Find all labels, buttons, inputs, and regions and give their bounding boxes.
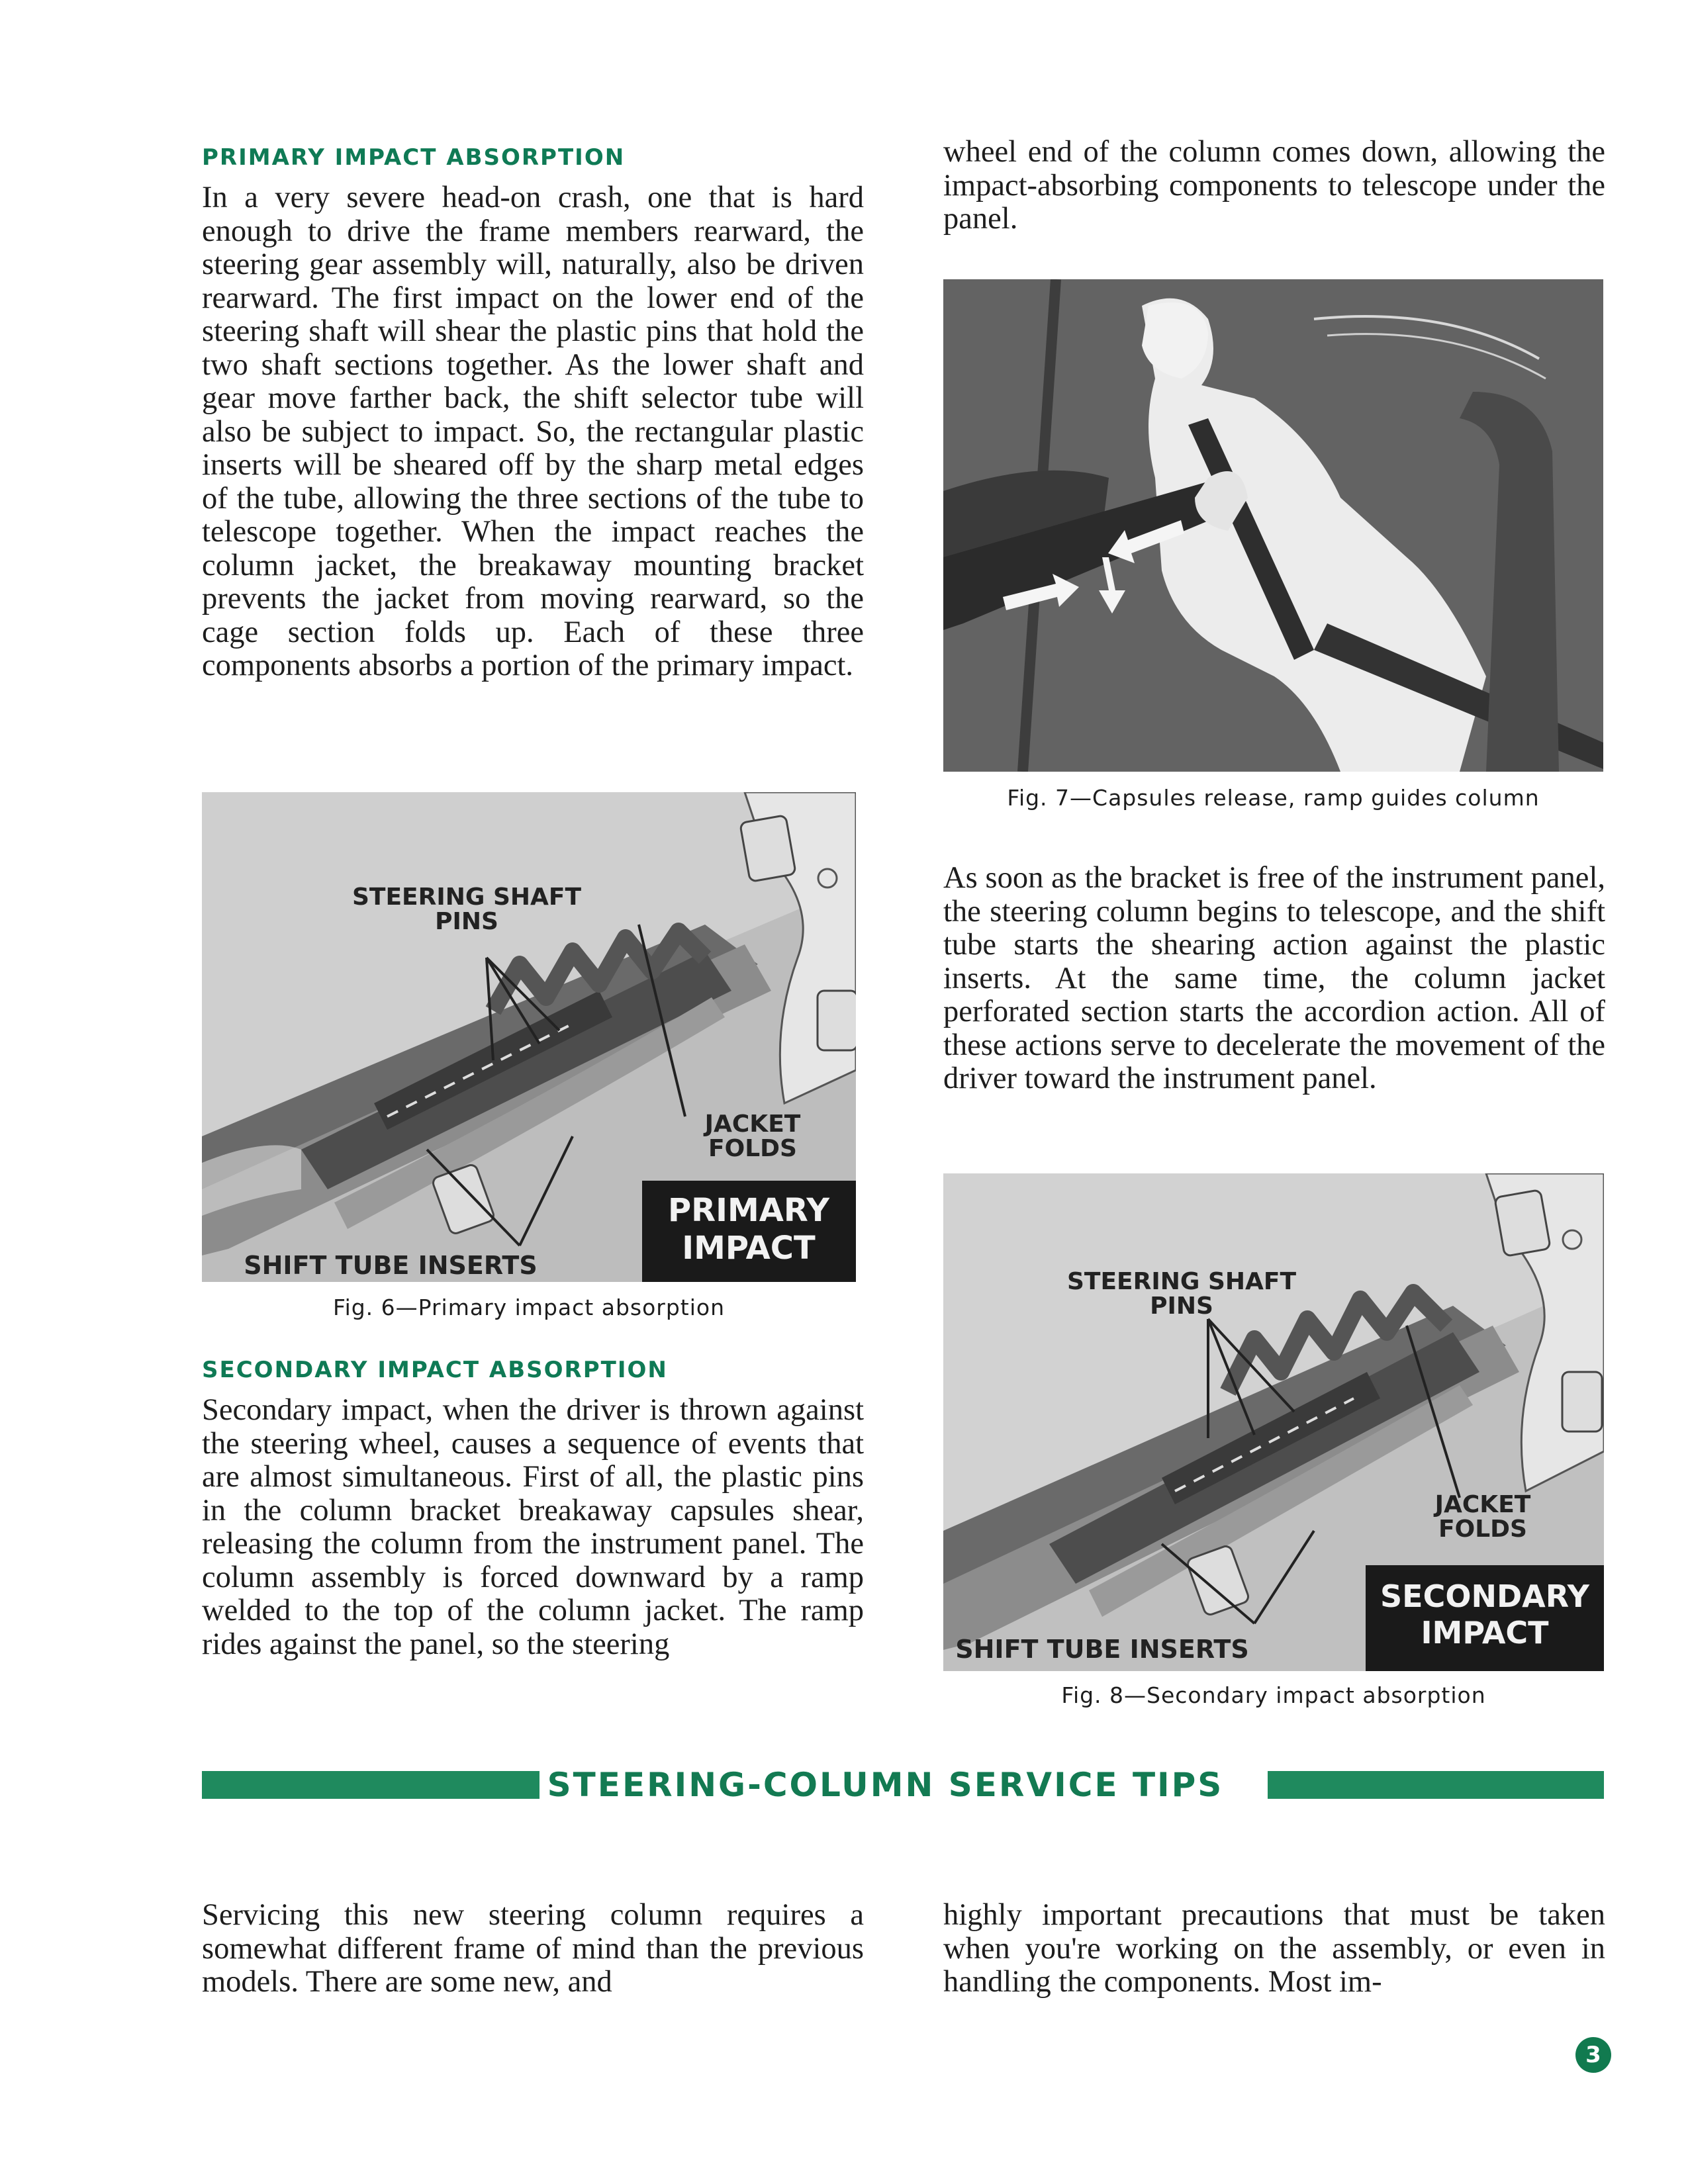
service-tips-left-paragraph: Servicing this new steering column requires a somewhat different frame of mind than the previous models. There are some new, and (202, 1898, 864, 1999)
fig8-box-line1: SECONDARY (1380, 1578, 1589, 1614)
fig7-drawing (943, 279, 1603, 772)
fig6-drawing (202, 792, 856, 1282)
fig6-label-pins-line1: STEERING SHAFT (352, 884, 582, 911)
service-tips-right-paragraph: highly important precautions that must be taken when you're working on the assembly, or even in handling the components. Most im- (943, 1898, 1605, 1999)
primary-impact-heading: PRIMARY IMPACT ABSORPTION (202, 144, 626, 171)
bracket-release-paragraph: As soon as the bracket is free of the instrument panel, the steering column begins to telescope, and the shift tube starts the shearing action against the plastic inserts. At the same time, the column jacket perforated section starts the accordion action. All of these actions serve to decelerate the movement of the driver toward the instrument panel. (943, 861, 1605, 1095)
fig8-secondary-impact-illustration (943, 1173, 1604, 1671)
fig8-box-line2: IMPACT (1421, 1615, 1549, 1651)
fig6-label-inserts: SHIFT TUBE INSERTS (244, 1251, 538, 1280)
secondary-impact-heading: SECONDARY IMPACT ABSORPTION (202, 1357, 668, 1383)
fig6-label-pins-line2: PINS (435, 908, 498, 935)
fig8-label-pins-line1: STEERING SHAFT (1066, 1268, 1297, 1295)
fig6-box-line1: PRIMARY (667, 1192, 830, 1229)
section-band-left (202, 1771, 539, 1799)
fig6-caption: Fig. 6—Primary impact absorption (332, 1295, 726, 1320)
fig6-label-jacket-line2: FOLDS (708, 1135, 797, 1162)
service-tips-title: STEERING-COLUMN SERVICE TIPS (547, 1766, 1224, 1804)
fig8-label-pins-line2: PINS (1150, 1293, 1213, 1320)
fig8-label-jacket-line2: FOLDS (1438, 1516, 1527, 1543)
fig7-driver-illustration (943, 279, 1603, 772)
secondary-impact-paragraph: Secondary impact, when the driver is thrown against the steering wheel, causes a sequence of events that are almost simultaneous. First of all, the plastic pins in the column bracket breakaway capsules shear, releasing the column from the instrument panel. The column assembly is forced downward by a ramp welded to the top of the column jacket. The ramp rides against the panel, so the steering (202, 1393, 864, 1661)
fig8-label-jacket-line1: JACKET (1434, 1491, 1531, 1518)
column-continued-paragraph: wheel end of the column comes down, allowing the impact-absorbing components to telescope under the panel. (943, 135, 1605, 236)
page-number-badge: 3 (1575, 2037, 1611, 2073)
fig6-box-line2: IMPACT (682, 1230, 816, 1267)
fig6-label-jacket-line1: JACKET (704, 1111, 801, 1138)
fig8-label-inserts: SHIFT TUBE INSERTS (955, 1635, 1249, 1664)
fig8-drawing (943, 1173, 1604, 1671)
fig6-primary-impact-illustration (202, 792, 856, 1282)
primary-impact-paragraph: In a very severe head-on crash, one that is hard enough to drive the frame members rearward, the steering gear assembly will, naturally, also be driven rearward. The first impact on the lower end of the steering shaft will shear the plastic pins that hold the two shaft sections together. As the lower shaft and gear move farther back, the shift selector tube will also be subject to impact. So, the rectangular plastic inserts will be sheared off by the sharp metal edges of the tube, allowing the three sections of the tube to telescope together. When the impact reaches the column jacket, the breakaway mounting bracket prevents the jacket from moving rearward, so the cage section folds up. Each of these three components absorbs a portion of the primary impact. (202, 181, 864, 682)
fig7-caption: Fig. 7—Capsules release, ramp guides column (1007, 785, 1540, 811)
section-band-right (1268, 1771, 1604, 1799)
fig8-caption: Fig. 8—Secondary impact absorption (1061, 1682, 1486, 1708)
